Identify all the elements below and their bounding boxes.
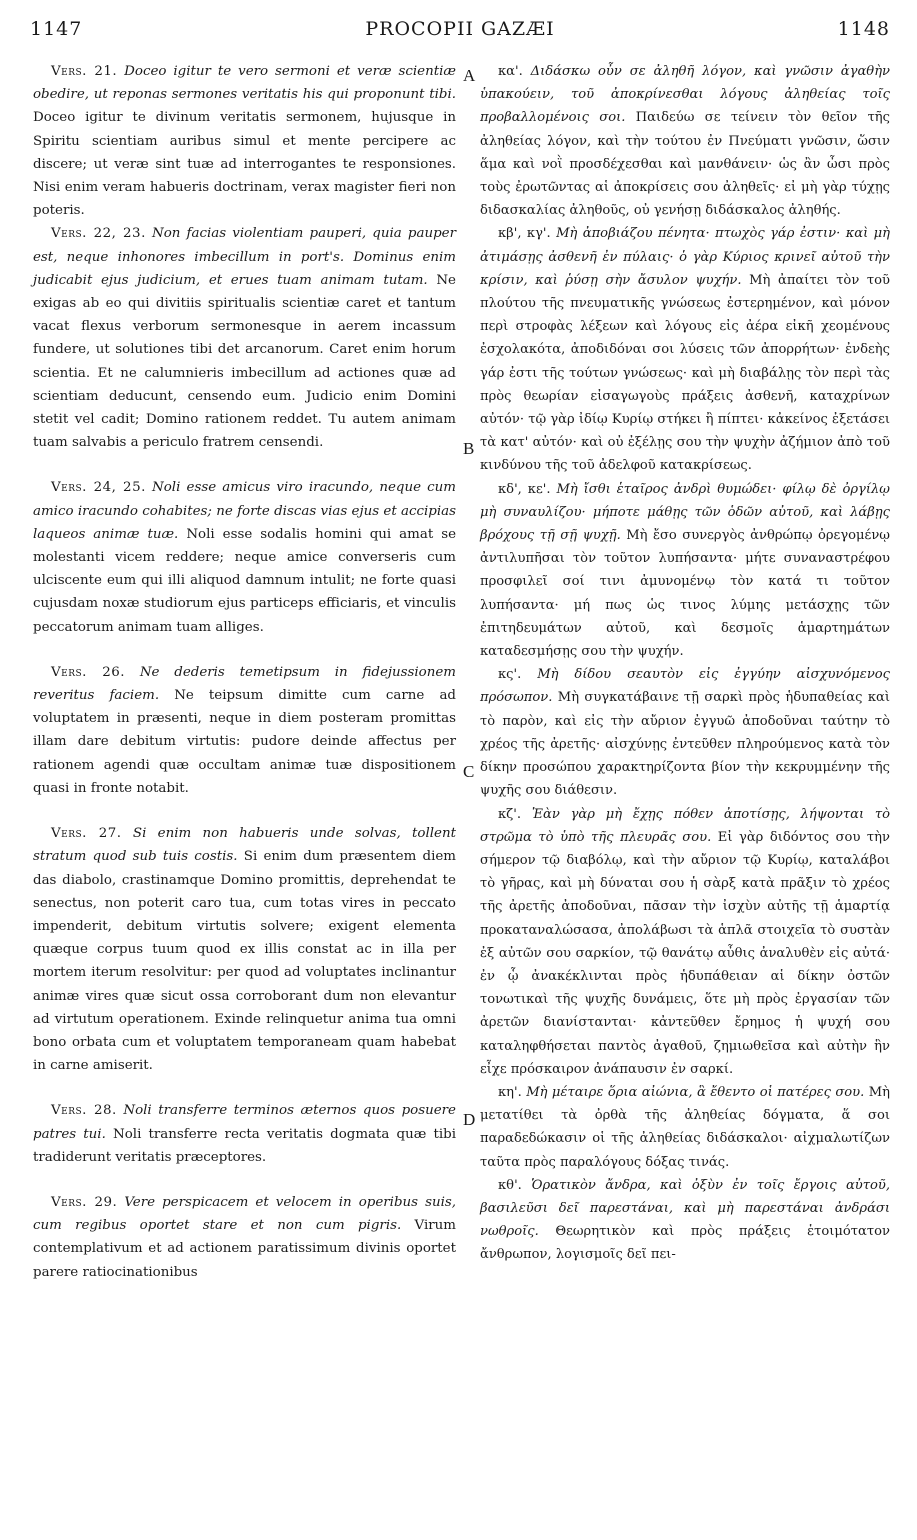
latin-verse-21: Vers. 21. Doceo igitur te vero sermoni et veræ scientiæ obedire, ut reponas sermones veritatis his qui proponunt tibi. Doceo igitur te divinum veritatis sermonem, hujusque in Spiritu scientiam auribus simul et mente percipere ac discere; ut veræ sint tuæ ad interrogantes te responsiones. Nisi enim veram habueris doctrinam, verax magister fieri non poteris. bbox=[33, 64, 456, 219]
latin-verse-24-25: Vers. 24, 25. Noli esse amicus viro iracundo, neque cum amico iracundo cohabites; ne forte discas vias ejus et accipias laqueos animæ tuæ. Noli esse sodalis homini qui amat se molestanti vicem reddere; neque amice converseris cum ulciscente eum qui illi aliquod damnum intulit; ne forte quasi cujusdam noxæ studiorum ejus particeps efficiaris, et vinculis peccatorum animam tuam alliges. bbox=[33, 480, 457, 635]
margin-letter-d: D bbox=[463, 1110, 476, 1129]
latin-verse-26: Vers. 26. Ne dederis temetipsum in fidejussionem reveritus faciem. Ne teipsum dimitte cum carne ad voluptatem in præsenti, neque in diem posteram promittas illam dare debitum virtutis: pudore deinde affectus per rationem agendi quæ occultam animæ tuæ dispositionem quasi in fronte notabit. bbox=[33, 664, 457, 796]
latin-column bbox=[33, 60, 456, 1284]
margin-letter-b: B bbox=[463, 439, 475, 458]
running-header bbox=[30, 18, 890, 48]
latin-verse-27: Vers. 27. Si enim non habueris unde solvas, tollent stratum quod sub tuis costis. Si enim dum præsentem diem das diabolo, crastinamque Domino promittis, deprehendat te senectus, non poterit caro tua, cum totas vires in peccato impenderit, debitum virtutis solvere; exigent elementa quæque corpus tuum quod ex illis constat ac in illa per mortem iterum resolvitur: per quod ad voluptates inclinantur animæ vires quæ sicut ossa corroborant dum non elevantur ad virtutum operationem. Exinde relinquetur anima tua omni bono orbata cum et voluptatem temporaneam quam habebat in carne amiserit. bbox=[33, 826, 456, 1074]
greek-verse-24-25: κδ', κε'. Μὴ ἴσθι ἑταῖρος ἀνδρὶ θυμώδει· φίλῳ δὲ ὀργίλῳ μὴ συναυλίζου· μήποτε μάθῃς τῶν ὁδῶν αὐτοῦ, καὶ λάβῃς βρόχους τῇ σῇ ψυχῇ. Μὴ ἔσο συνεργὸς ἀνθρώπῳ ὀρεγομένῳ ἀντιλυπῆσαι τὸν τοῦτον λυπήσαντα· μήτε συναναστρέφου προσφιλεῖ σοί τινι ἀμυνομένῳ τὸν κατά τι τοῦτον λυπήσαντα· μή πως ὡς τινος λύμης μετάσχῃς τῶν ἐπιτηδευμάτων αὐτοῦ, καὶ δεσμοῖς ἁμαρτημάτων καταδεσμήσῃς σου τὴν ψυχήν. bbox=[480, 481, 890, 660]
greek-verse-29: κθ'. Ὁρατικὸν ἄνδρα, καὶ ὀξὺν ἐν τοῖς ἔργοις αὐτοῦ, βασιλεῦσι δεῖ παρεστάναι, καὶ μὴ παρεστάναι ἀνδράσι νωθροῖς. Θεωρητικὸν καὶ πρὸς πράξεις ἑτοιμότατον ἄνθρωπον, λογισμοῖς δεῖ πει- bbox=[480, 1177, 890, 1263]
latin-verse-28: Vers. 28. Noli transferre terminos æternos quos posuere patres tui. Noli transferre recta veritatis dogmata quæ tibi tradiderunt veritatis præceptores. bbox=[33, 1103, 456, 1165]
greek-verse-22-23: κβ', κγ'. Μὴ ἀποβιάζου πένητα· πτωχὸς γάρ ἐστιν· καὶ μὴ ἀτιμάσῃς ἀσθενῆ ἐν πύλαις· ὁ γὰρ Κύριος κρινεῖ αὐτοῦ τὴν κρίσιν, καὶ ῥύσῃ σὴν ἄσυλον ψυχήν. Μὴ ἀπαίτει τὸν τοῦ πλούτου τῆς πνευματικῆς γνώσεως ἐστερημένον, καὶ μόνον περὶ στροφὰς λέξεων καὶ λόγους εἰς ἀέρα εἰκῆ χεομένους ἐσχολακότα, ἀποδιδόναι σοι λύσεις τῶν ἀπορρήτων· ἐνδεὴς γάρ ἐστι τῆς τούτων γνώσεως· καὶ μὴ διαβάλῃς τὸν περὶ τὰς πρὸς θεωρίαν εἰσαγωγοὺς πράξεις ἀσθενῆ, καταχρίνων αὐτόν· τῷ γὰρ ἰδίῳ Κυρίῳ στήκει ἢ πίπτει· κἀκείνος ἐξετάσει τὰ κατ' αὐτόν· καὶ οὐ ἐξέλῃς σου τὴν ψυχὴν ἀζήμιον ἀπὸ τοῦ κινδύνου τῆς τοῦ ἀδελφοῦ κατακρίσεως. bbox=[480, 226, 891, 474]
margin-letter-c: C bbox=[463, 762, 475, 781]
greek-column bbox=[480, 60, 890, 1267]
greek-verse-21: κα'. Διδάσκω οὖν σε ἀληθῆ λόγον, καὶ γνῶσιν ἀγαθὴν ὑπακούειν, τοῦ ἀποκρίνεσθαι λόγους ἀληθείας τοῖς προβαλλομένοις σοι. Παιδεύω σε τείνειν τὸν θεῖον τῆς ἀληθείας λόγον, καὶ τὴν τούτου ἐν Πνεύματι γνῶσιν, ὥσιν ἅμα καὶ νοῒ προσδέχεσθαι καὶ μανθάνειν· ὡς ἂν ὦσι πρὸς τοὺς ἐρωτῶντας αἱ ἀποκρίσεις σου ἀληθεῖς· εἰ μὴ γὰρ τύχῃς διδασκαλίας ἀληθοῦς, οὐ γενήσῃ διδάσκαλος ἀληθής. bbox=[480, 64, 890, 219]
margin-letter-a: A bbox=[463, 66, 476, 85]
page-number-right: 1148 bbox=[837, 18, 890, 40]
page-number-left: 1147 bbox=[30, 18, 83, 40]
greek-verse-26: κς'. Μὴ δίδου σεαυτὸν εἰς ἐγγύην αἰσχυνόμενος πρόσωπον. Μὴ συγκατάβαινε τῇ σαρκὶ πρὸς ἡδυπαθείας καὶ τὸ παρὸν, καὶ εἰς τὴν αὔριον ἐγγυῶ ἀποδοῦναι ταύτην τὸ χρέος τῆς ἀρετῆς· αἰσχύνῃς ἐντεῦθεν πληρούμενος κατὰ τὸν δίκην προσώπου χαρακτηρίζοντα βίον τὴν κεκρυμμένην τῆς ψυχῆς σου διάθεσιν. bbox=[480, 667, 890, 799]
latin-verse-29: Vers. 29. Vere perspicacem et velocem in operibus suis, cum regibus oportet stare et non cum pigris. Virum contemplativum et ad actionem paratissimum divinis oportet parere ratiocinationibus bbox=[33, 1194, 456, 1280]
running-title: PROCOPII GAZÆI bbox=[365, 18, 555, 40]
greek-verse-28: κη'. Μὴ μέταιρε ὅρια αἰώνια, ἃ ἔθεντο οἱ πατέρες σου. Μὴ μετατίθει τὰ ὀρθὰ τῆς ἀληθείας δόγματα, ἅ σοι παραδεδώκασιν οἱ τῆς ἀληθείας διδάσκαλοι· αἰχμαλωτίζων ταῦτα πρὸς παραλόγους δόξας τινάς. bbox=[480, 1084, 890, 1170]
latin-verse-22-23: Vers. 22, 23. Non facias violentiam pauperi, quia pauper est, neque inhonores imbecillum in port's. Dominus enim judicabit ejus judicium, et erues tuam animam tutam. Ne exigas ab eo qui divitiis spiritualis scientiæ caret et tantum vacat flexus verborum sermonesque in aerem incassum fundere, ut solutiones tibi det arcanorum. Caret enim horum scientia. Et ne calumnieris imbecillum ad actiones quæ ad scientiam deducunt, censendo eum. Judicio enim Domini stetit vel cadit; Domino rationem reddet. Tu autem animam tuam salvabis a periculo fratrem censendi. bbox=[33, 226, 456, 451]
greek-verse-27: κζ'. Ἐὰν γὰρ μὴ ἔχῃς πόθεν ἀποτίσῃς, λήψονται τὸ στρῶμα τὸ ὑπὸ τῆς πλευρᾶς σου. Εἰ γὰρ διδόντος σου τὴν σήμερον τῷ διαβόλῳ, καὶ τὴν αὔριον τῷ Κυρίῳ, καταλάβοι τὸ γῆρας, καὶ μὴ δύναται σου ἡ σὰρξ κατὰ πρᾶξιν τὸ χρέος τῆς ἀρετῆς ἀποδοῦναι, πᾶσαν τὴν ἰσχὺν αὐτῆς τῇ ἁμαρτίᾳ προκαταναλώσασα, ἀπολάβωσι τὰ ἁπλᾶ στοιχεῖα τὸ συστὰν ἐξ αὐτῶν σου σαρκίον, τῷ θανάτῳ αὖθις ἀναλυθὲν εἰς αὐτά· ἐν ᾧ ἀνακέκλινται πρὸς ἡδυπάθειαν αἱ δίκην ὀστῶν τονωτικαὶ τῆς ψυχῆς δυνάμεις, ὅτε μὴ πρὸς ἐργασίαν τῶν ἀρετῶν διανίστανται· κἀντεῦθεν ἔρημος ἡ ψυχή σου καταληφθήσεται παντὸς ἀγαθοῦ, ζημιωθεῖσα καὶ αὐτὴν ἣν εἶχε πρόσκαιρον ἀνάπαυσιν ἐν σαρκί. bbox=[480, 806, 890, 1077]
